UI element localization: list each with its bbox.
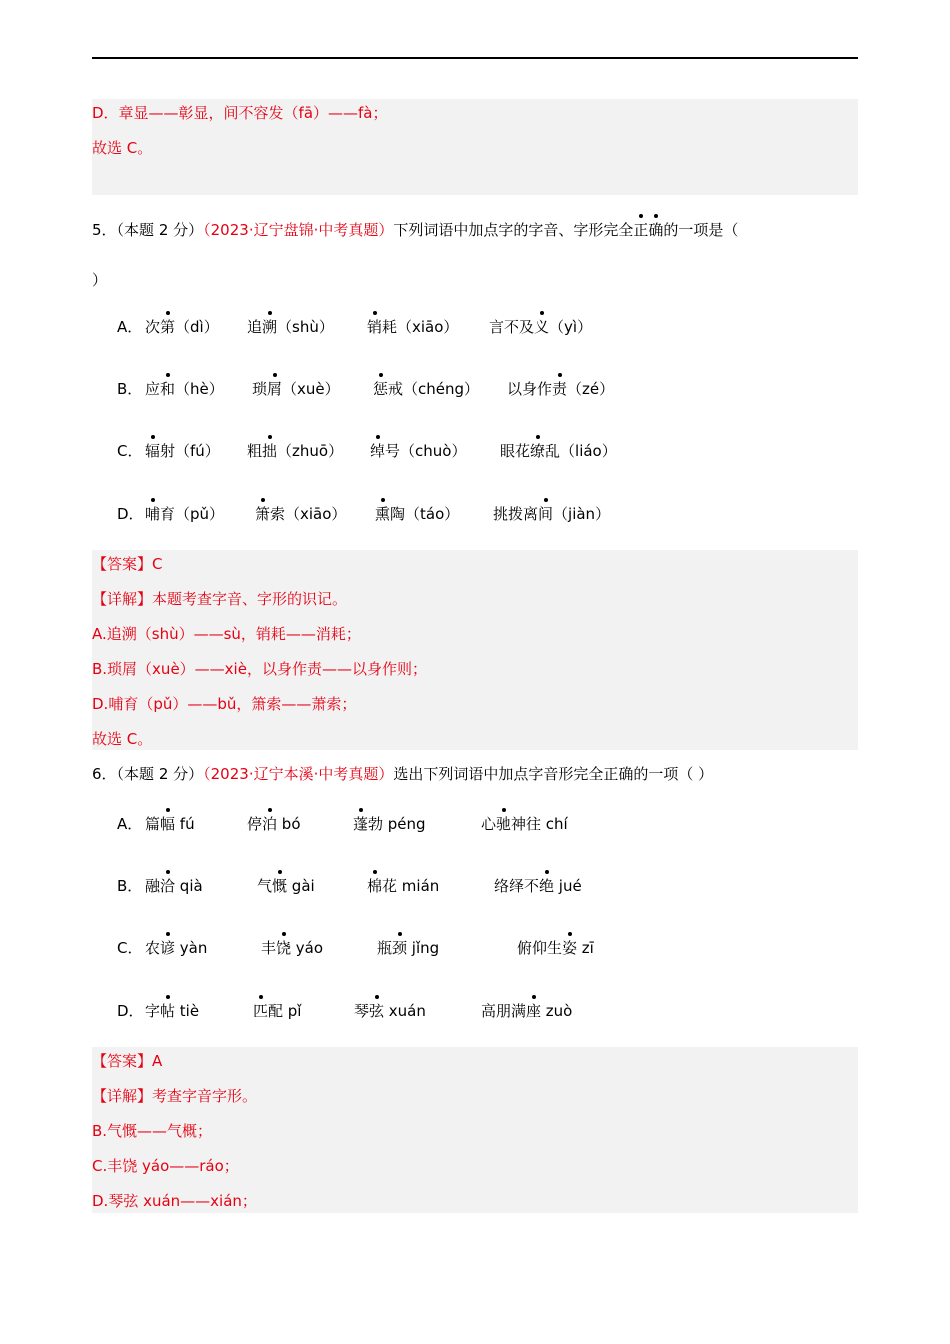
option-label: B． [117, 380, 143, 398]
dotted-char: 泊 [262, 815, 278, 833]
option-word [377, 937, 439, 959]
dotted-char: 姿 [562, 939, 578, 957]
dotted-char: 间 [538, 505, 554, 523]
word-pinyin: qià [175, 877, 203, 895]
word-text: 心 [481, 815, 497, 833]
option-word [145, 378, 224, 400]
word-text: 应 [145, 380, 161, 398]
option-label: C． [117, 442, 143, 460]
dotted-char: 匹 [253, 1002, 269, 1020]
word-text: 络绎不 [494, 877, 540, 895]
option-word [517, 937, 594, 959]
answer-6-detail: 【详解】考查字音字形。 [92, 1087, 258, 1105]
header-rule [92, 57, 858, 59]
dotted-char: 缭 [530, 442, 546, 460]
option-label: A． [117, 815, 143, 833]
option-word [370, 440, 466, 462]
dotted-char: 谚 [160, 939, 176, 957]
dotted-char: 洽 [160, 877, 176, 895]
word-pinyin: gài [287, 877, 315, 895]
dotted-char: 第 [160, 318, 176, 336]
word-pinyin: （jiàn） [553, 505, 611, 523]
word-text: 琴 [354, 1002, 370, 1020]
option-a [117, 813, 857, 837]
option-word [145, 316, 219, 338]
dotted-char: 驰 [496, 815, 512, 833]
option-label: D． [117, 1002, 144, 1020]
word-pinyin: xuán [384, 1002, 426, 1020]
dotted-char: 销 [367, 318, 383, 336]
dotted-char: 义 [534, 318, 550, 336]
dotted-char: 幅 [160, 815, 176, 833]
option-b [117, 875, 857, 899]
answer-5-line-d: D.哺育（pǔ）——bǔ，箫索——萧索； [92, 695, 357, 713]
option-word [500, 440, 617, 462]
word-pinyin: 神往 chí [511, 815, 568, 833]
option-word [481, 1000, 572, 1022]
prev-conclusion: 故选 C。 [92, 139, 153, 157]
word-pinyin: 索（xiāo） [270, 505, 347, 523]
answer-5-detail: 【详解】本题考查字音、字形的识记。 [92, 590, 348, 608]
word-pinyin: （zhuō） [277, 442, 344, 460]
word-text: 停 [247, 815, 263, 833]
option-word [481, 813, 568, 835]
dotted-char: 棉 [367, 877, 383, 895]
answer-5-label: 【答案】C [92, 555, 163, 573]
word-text: 追 [247, 318, 263, 336]
option-label: D． [117, 505, 144, 523]
word-pinyin: 陶（táo） [390, 505, 460, 523]
option-label: C． [117, 939, 143, 957]
question-number: 6． [92, 765, 117, 783]
word-pinyin: （shù） [277, 318, 334, 336]
word-pinyin: 花 mián [382, 877, 440, 895]
word-text: 眼花 [500, 442, 531, 460]
question-source: （2023·辽宁盘锦·中考真题） [203, 221, 394, 239]
word-pinyin: 耗（xiāo） [382, 318, 459, 336]
dotted-char: 饶 [276, 939, 292, 957]
option-word [247, 440, 343, 462]
word-text: 俯仰生 [517, 939, 563, 957]
dotted-char: 慨 [272, 877, 288, 895]
word-pinyin: （hè） [175, 380, 224, 398]
answer-6-label: 【答案】A [92, 1052, 163, 1070]
option-word [353, 813, 426, 835]
option-word [354, 1000, 426, 1022]
dotted-char: 帖 [160, 1002, 176, 1020]
word-pinyin: 射（fú） [160, 442, 220, 460]
word-pinyin: 育（pǔ） [160, 505, 225, 523]
option-word [494, 875, 582, 897]
option-word [489, 316, 592, 338]
answer-6-line-d: D.琴弦 xuán——xián； [92, 1192, 257, 1210]
word-pinyin: （xuè） [282, 380, 340, 398]
word-text: 丰 [261, 939, 277, 957]
word-text: 琐 [252, 380, 268, 398]
option-word [255, 503, 346, 525]
option-word [145, 813, 195, 835]
word-text: 粗 [247, 442, 263, 460]
option-word [145, 503, 224, 525]
word-pinyin: yàn [175, 939, 208, 957]
word-pinyin: tiè [175, 1002, 200, 1020]
dotted-char: 拙 [262, 442, 278, 460]
stem-text: 选出下列词语中加点字音形完全正确的一项（ ） [393, 765, 714, 783]
dotted-char: 颈 [392, 939, 408, 957]
word-pinyin: yáo [291, 939, 324, 957]
word-text: 言不及 [489, 318, 535, 336]
question-6-stem [92, 763, 713, 785]
word-text: 气 [257, 877, 273, 895]
option-word [247, 813, 301, 835]
question-score: （本题 2 分） [116, 765, 204, 783]
word-pinyin: fú [175, 815, 195, 833]
word-text: 以身作 [507, 380, 553, 398]
answer-5-box [92, 550, 858, 750]
word-text: 瓶 [377, 939, 393, 957]
word-pinyin: 配 pǐ [268, 1002, 302, 1020]
option-a [117, 316, 857, 340]
answer-6-line-b: B.气慨——气概； [92, 1122, 213, 1140]
option-word [145, 875, 203, 897]
option-d [117, 1000, 857, 1024]
word-pinyin: 勃 péng [368, 815, 426, 833]
question-5-stem-cont: ） [92, 271, 108, 289]
word-pinyin: （dì） [175, 318, 219, 336]
word-text: 高朋满 [481, 1002, 527, 1020]
dotted-char: 惩 [373, 380, 389, 398]
option-word [507, 378, 614, 400]
dotted-char: 绰 [370, 442, 386, 460]
stem-text: 的一项是（ [663, 221, 739, 239]
prev-answer-line: D．章显——彰显，间不容发（fā）——fà； [92, 104, 388, 122]
option-label: B． [117, 877, 143, 895]
word-pinyin: （zé） [567, 380, 615, 398]
word-pinyin: bó [277, 815, 301, 833]
option-word [145, 937, 207, 959]
word-text: 挑拨离 [493, 505, 539, 523]
option-label: A． [117, 318, 143, 336]
dotted-char: 箫 [255, 505, 271, 523]
option-word [247, 316, 334, 338]
word-pinyin: jué [554, 877, 582, 895]
word-text: 农 [145, 939, 161, 957]
dotted-char: 哺 [145, 505, 161, 523]
dotted-char: 和 [160, 380, 176, 398]
option-word [367, 875, 439, 897]
option-word [252, 378, 340, 400]
option-word [253, 1000, 301, 1022]
word-pinyin: 号（chuò） [385, 442, 467, 460]
question-score: （本题 2 分） [116, 221, 204, 239]
word-pinyin: zuò [541, 1002, 573, 1020]
word-pinyin: jǐng [407, 939, 440, 957]
option-word [145, 440, 220, 462]
word-pinyin: zī [577, 939, 594, 957]
answer-6-line-c: C.丰饶 yáo——ráo； [92, 1157, 239, 1175]
answer-5-line-a: A.追溯（shù）——sù，销耗——消耗； [92, 625, 361, 643]
answer-5-line-b: B.琐屑（xuè）——xiè，以身作责——以身作则； [92, 660, 427, 678]
dotted-char: 责 [552, 380, 568, 398]
word-pinyin: （yì） [549, 318, 593, 336]
question-source: （2023·辽宁本溪·中考真题） [203, 765, 394, 783]
word-text: 融 [145, 877, 161, 895]
dotted-char: 确 [648, 221, 664, 239]
word-pinyin: 戒（chéng） [388, 380, 480, 398]
option-b [117, 378, 857, 402]
word-text: 字 [145, 1002, 161, 1020]
dotted-char: 溯 [262, 318, 278, 336]
option-word [375, 503, 459, 525]
answer-5-conclusion: 故选 C。 [92, 730, 153, 748]
question-number: 5． [92, 221, 117, 239]
option-word [145, 1000, 199, 1022]
option-word [373, 378, 479, 400]
option-word [261, 937, 323, 959]
word-pinyin: 乱（liáo） [545, 442, 617, 460]
word-text: 次 [145, 318, 161, 336]
stem-text: 下列词语中加点字的字音、字形完全 [393, 221, 634, 239]
dotted-char: 辐 [145, 442, 161, 460]
dotted-char: 熏 [375, 505, 391, 523]
option-word [493, 503, 610, 525]
option-d [117, 503, 857, 527]
question-5-stem [92, 219, 738, 241]
option-word [257, 875, 315, 897]
dotted-char: 屑 [267, 380, 283, 398]
option-c [117, 937, 857, 961]
word-text: 篇 [145, 815, 161, 833]
option-word [367, 316, 458, 338]
dotted-char: 蓬 [353, 815, 369, 833]
dotted-char: 正 [633, 221, 649, 239]
option-c [117, 440, 857, 464]
dotted-char: 绝 [539, 877, 555, 895]
dotted-char: 弦 [369, 1002, 385, 1020]
dotted-char: 座 [526, 1002, 542, 1020]
